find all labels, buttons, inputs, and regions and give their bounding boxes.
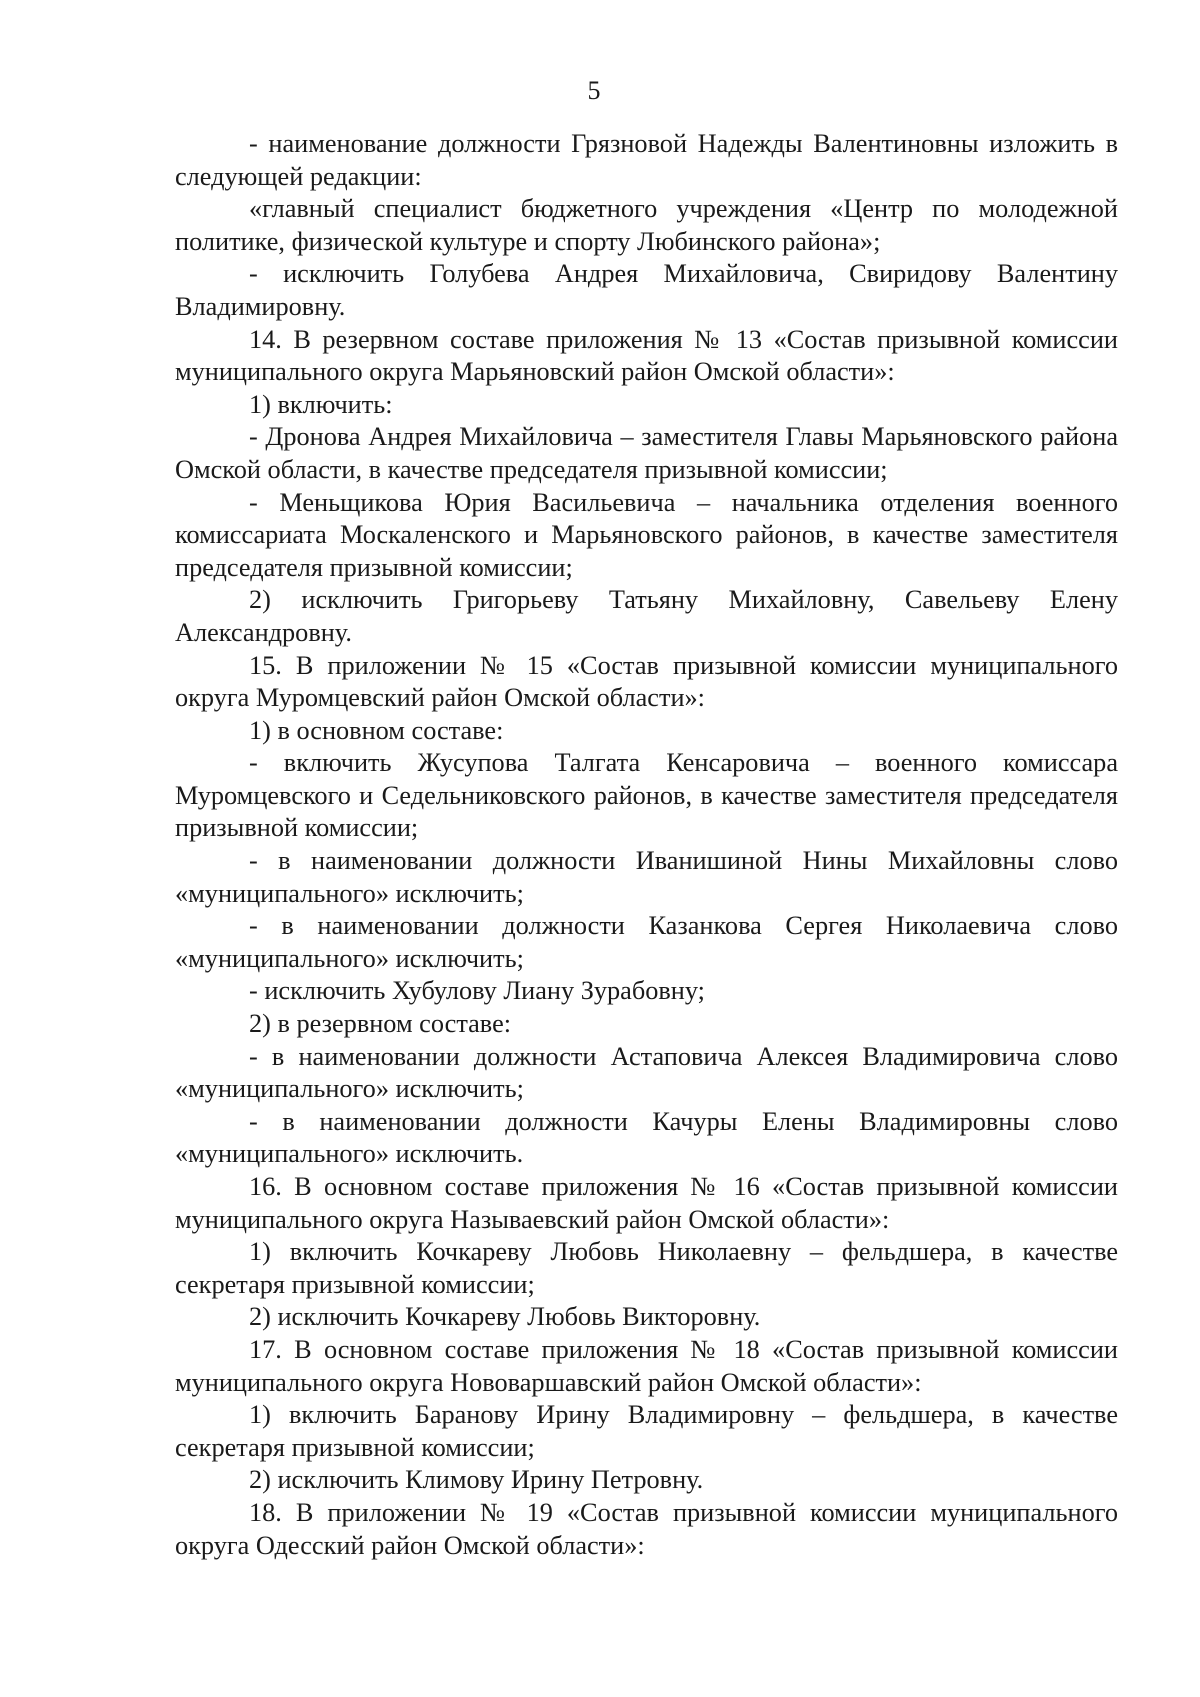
paragraph: - включить Жусупова Талгата Кенсаровича – военного комиссара Муромцевского и Седельниковского районов, в качестве заместителя председателя призывной комиссии; [175, 748, 1118, 843]
paragraph: 1) включить Баранову Ирину Владимировну – фельдшера, в качестве секретаря призывной комиссии; [175, 1400, 1118, 1462]
document-body [175, 128, 1118, 1562]
paragraph: 2) исключить Климову Ирину Петровну. [249, 1465, 704, 1495]
paragraph: 16. В основном составе приложения № 16 «Состав призывной комиссии муниципального округа Называевский район Омской области»: [175, 1172, 1118, 1234]
paragraph: - в наименовании должности Качуры Елены Владимировны слово «муниципального» исключить. [175, 1106, 1118, 1169]
paragraph: 14. В резервном составе приложения № 13 «Состав призывной комиссии муниципального округа Марьяновский район Омской области»: [175, 324, 1118, 387]
paragraph: 2) исключить Григорьеву Татьяну Михайловну, Савельеву Елену Александровну. [175, 585, 1118, 647]
page-number: 5 [587, 76, 601, 105]
paragraph: 1) в основном составе: [249, 715, 504, 745]
paragraph: 17. В основном составе приложения № 18 «Состав призывной комиссии муниципального округа Нововаршавский район Омской области»: [175, 1334, 1118, 1397]
paragraph: 15. В приложении № 15 «Состав призывной комиссии муниципального округа Муромцевский район Омской области»: [175, 650, 1118, 713]
paragraph: - Дронова Андрея Михайловича – заместителя Главы Марьяновского района Омской области, в качестве председателя призывной комиссии; [175, 422, 1118, 484]
paragraph: - исключить Голубева Андрея Михайловича, Свиридову Валентину Владимировну. [175, 259, 1118, 321]
paragraph: 1) включить Кочкареву Любовь Николаевну – фельдшера, в качестве секретаря призывной комиссии; [175, 1237, 1118, 1299]
paragraph: - Меньщикова Юрия Васильевича – начальника отделения военного комиссариата Москаленского и Марьяновского районов, в качестве заместителя председателя призывной комиссии; [175, 487, 1118, 582]
paragraph: 1) включить: [249, 389, 393, 419]
paragraph: 18. В приложении № 19 «Состав призывной комиссии муниципального округа Одесский район Омской области»: [175, 1497, 1118, 1560]
paragraph: 2) в резервном составе: [249, 1009, 512, 1039]
paragraph: - в наименовании должности Астаповича Алексея Владимировича слово «муниципального» исключить; [175, 1041, 1118, 1104]
paragraph: - в наименовании должности Иванишиной Нины Михайловны слово «муниципального» исключить; [175, 846, 1118, 908]
paragraph: - в наименовании должности Казанкова Сергея Николаевича слово «муниципального» исключить; [175, 911, 1118, 973]
paragraph: 2) исключить Кочкареву Любовь Викторовну. [249, 1302, 761, 1332]
paragraph: «главный специалист бюджетного учреждения «Центр по молодежной политике, физической культуре и спорту Любинского района»; [175, 194, 1118, 256]
paragraph: - наименование должности Грязновой Надежды Валентиновны изложить в следующей редакции: [175, 129, 1118, 191]
paragraph: - исключить Хубулову Лиану Зурабовну; [249, 976, 705, 1006]
